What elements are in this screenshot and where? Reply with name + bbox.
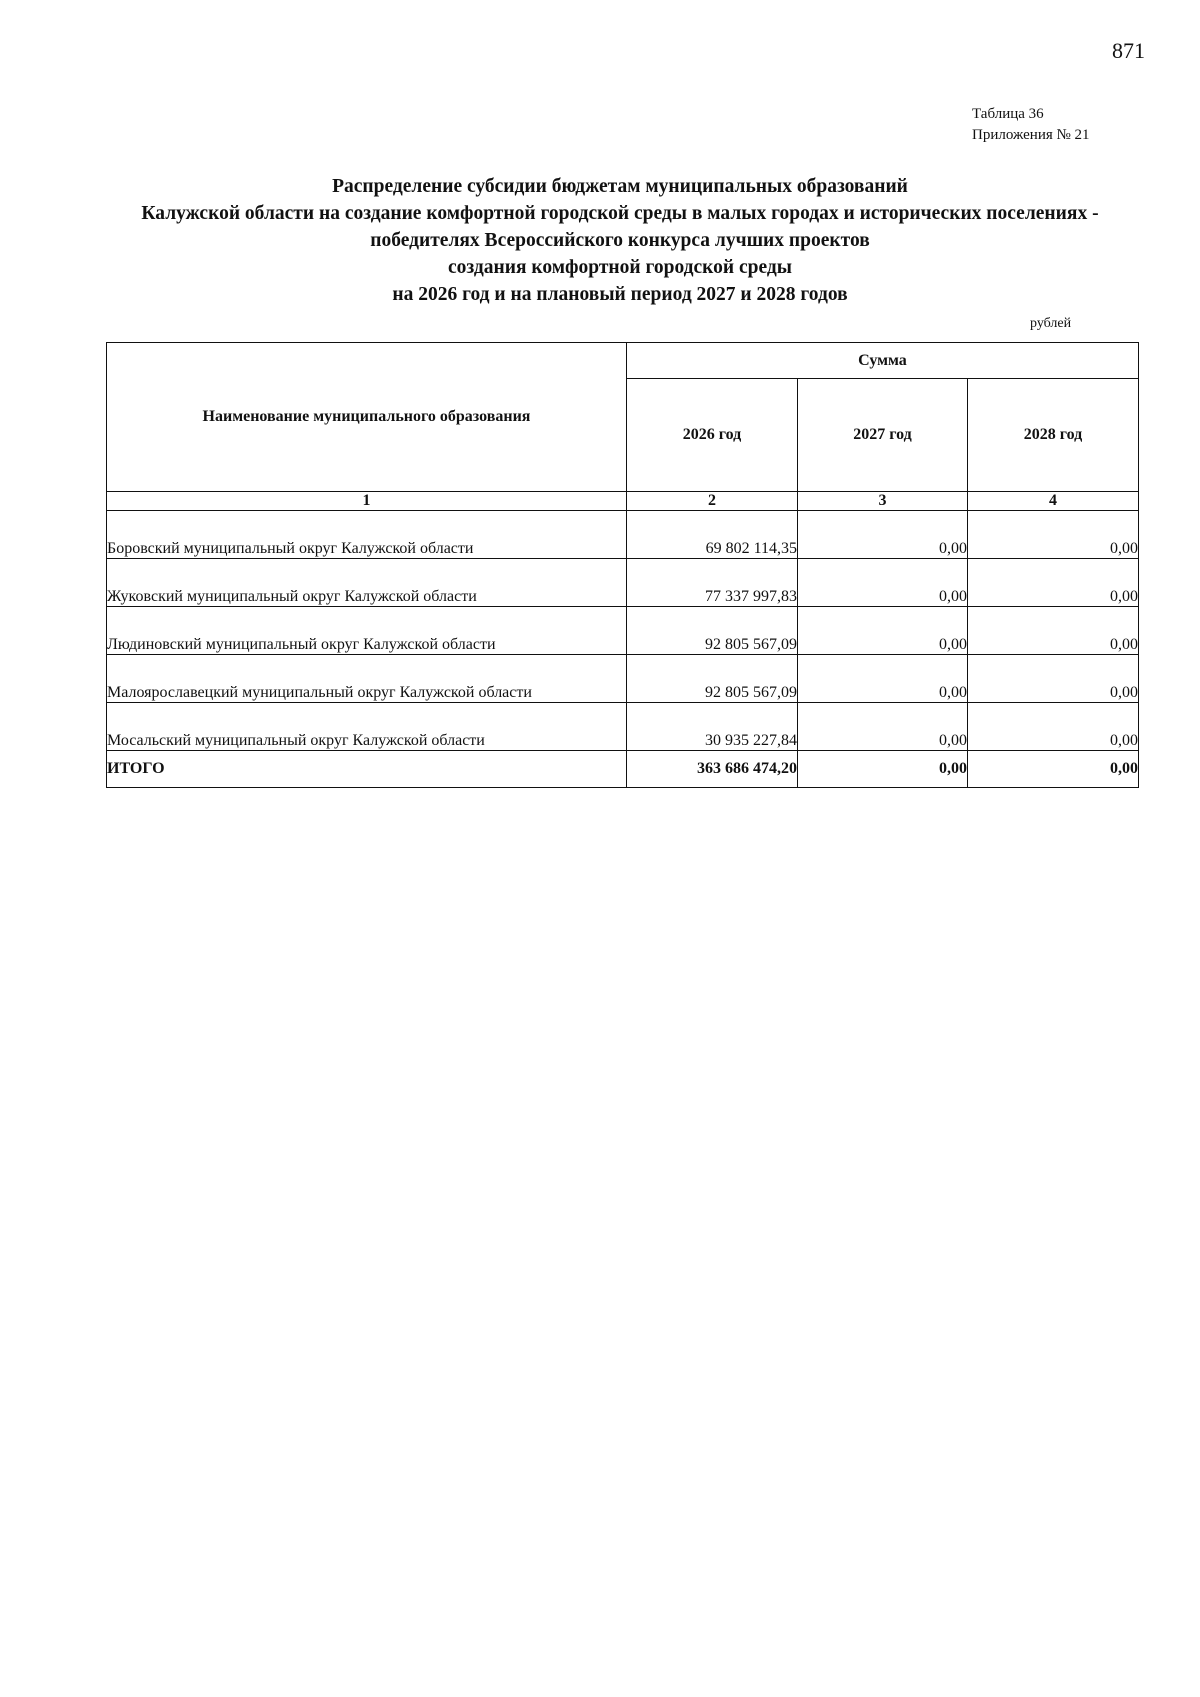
table-row — [107, 703, 1139, 751]
table-row — [107, 655, 1139, 703]
subsidy-table — [106, 342, 1139, 788]
table-row — [107, 511, 1139, 559]
units-label: рублей — [1030, 316, 1072, 331]
amount-2027: 0,00 — [798, 703, 968, 751]
table-row — [107, 559, 1139, 607]
total-2028: 0,00 — [968, 751, 1139, 788]
column-number: 1 — [107, 492, 627, 511]
column-number: 3 — [798, 492, 968, 511]
amount-2028: 0,00 — [968, 607, 1139, 655]
amount-2028: 0,00 — [968, 511, 1139, 559]
header-year-2027: 2027 год — [798, 379, 968, 492]
municipality-name: Жуковский муниципальный округ Калужской области — [107, 559, 627, 607]
document-title — [0, 173, 1200, 308]
amount-2028: 0,00 — [968, 655, 1139, 703]
amount-2027: 0,00 — [798, 607, 968, 655]
table-row — [107, 607, 1139, 655]
amount-2028: 0,00 — [968, 703, 1139, 751]
municipality-name: Мосальский муниципальный округ Калужской области — [107, 703, 627, 751]
appendix-number: Приложения № 21 — [972, 127, 1090, 143]
total-2027: 0,00 — [798, 751, 968, 788]
total-row — [107, 751, 1139, 788]
header-year-2028: 2028 год — [968, 379, 1139, 492]
municipality-name: Людиновский муниципальный округ Калужской области — [107, 607, 627, 655]
title-line: Распределение субсидии бюджетам муниципальных образований — [332, 176, 908, 197]
title-line: Калужской области на создание комфортной городской среды в малых городах и исторических поселениях - — [141, 203, 1099, 224]
table-reference — [972, 104, 1090, 146]
table-number: Таблица 36 — [972, 106, 1044, 122]
total-label: ИТОГО — [107, 751, 627, 788]
municipality-name: Боровский муниципальный округ Калужской области — [107, 511, 627, 559]
amount-2028: 0,00 — [968, 559, 1139, 607]
amount-2027: 0,00 — [798, 511, 968, 559]
amount-2026: 92 805 567,09 — [627, 655, 798, 703]
header-year-2026: 2026 год — [627, 379, 798, 492]
column-number: 4 — [968, 492, 1139, 511]
amount-2026: 69 802 114,35 — [627, 511, 798, 559]
page-number: 871 — [1112, 38, 1145, 63]
title-line: создания комфортной городской среды — [447, 257, 793, 278]
header-sum: Сумма — [627, 343, 1139, 379]
column-number: 2 — [627, 492, 798, 511]
amount-2027: 0,00 — [798, 655, 968, 703]
amount-2027: 0,00 — [798, 559, 968, 607]
title-line: на 2026 год и на плановый период 2027 и 2028 годов — [392, 284, 848, 305]
amount-2026: 30 935 227,84 — [627, 703, 798, 751]
municipality-name: Малоярославецкий муниципальный округ Калужской области — [107, 655, 627, 703]
title-line: победителях Всероссийского конкурса лучших проектов — [370, 230, 870, 251]
amount-2026: 92 805 567,09 — [627, 607, 798, 655]
header-municipality: Наименование муниципального образования — [107, 343, 627, 492]
amount-2026: 77 337 997,83 — [627, 559, 798, 607]
total-2026: 363 686 474,20 — [627, 751, 798, 788]
